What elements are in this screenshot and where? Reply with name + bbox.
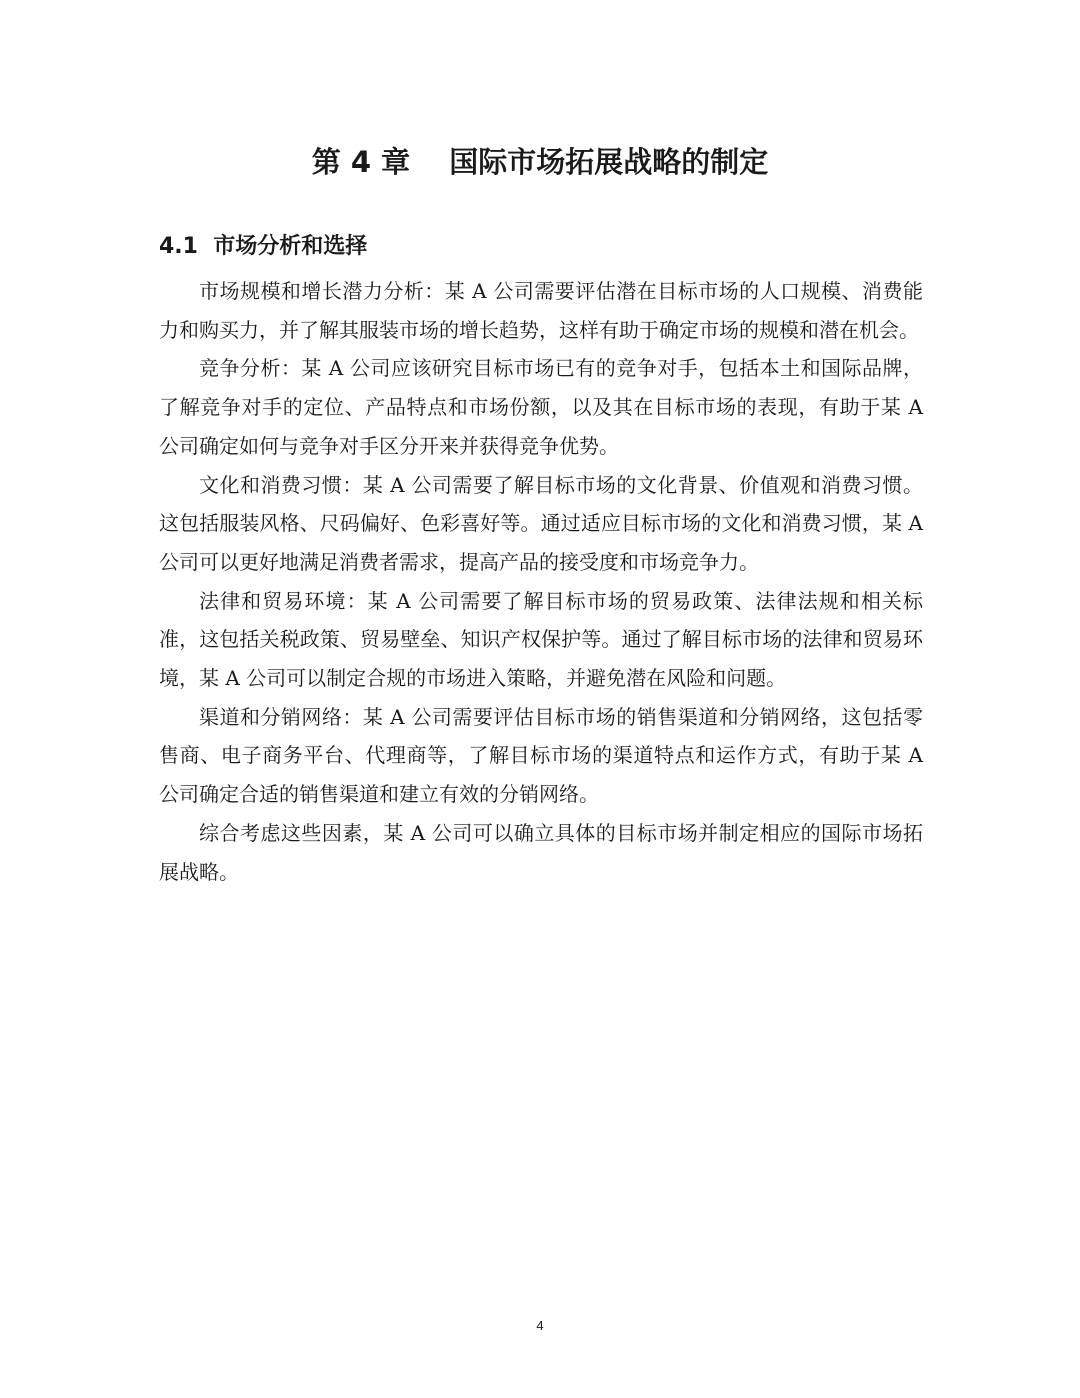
section-title: 4.1 市场分析和选择	[159, 234, 368, 259]
paragraph-market-size: 市场规模和增长潜力分析：某 A 公司需要评估潜在目标市场的人口规模、消费能力和购买力，并了解其服装市场的增长趋势，这样有助于确定市场的规模和潜在机会。	[159, 279, 923, 342]
page-number: 4	[536, 1318, 544, 1333]
paragraph-channels: 渠道和分销网络：某 A 公司需要评估目标市场的销售渠道和分销网络，这包括零售商、电子商务平台、代理商等，了解目标市场的渠道特点和运作方式，有助于某 A 公司确定合适的销售渠道和建立有效的分销网络。	[159, 704, 923, 807]
paragraph-competition: 竞争分析：某 A 公司应该研究目标市场已有的竞争对手，包括本土和国际品牌，了解竞争对手的定位、产品特点和市场份额，以及其在目标市场的表现，有助于某 A 公司确定如何与竞争对手区分开来并获得竞争优势。	[159, 356, 923, 458]
paragraph-legal: 法律和贸易环境：某 A 公司需要了解目标市场的贸易政策、法律法规和相关标准，这包括关税政策、贸易壁垒、知识产权保护等。通过了解目标市场的法律和贸易环境，某 A 公司可以制定合规的市场进入策略，并避免潜在风险和问题。	[159, 588, 923, 691]
paragraph-culture: 文化和消费习惯：某 A 公司需要了解目标市场的文化背景、价值观和消费习惯。这包括服装风格、尺码偏好、色彩喜好等。通过适应目标市场的文化和消费习惯，某 A 公司可以更好地满足消费者需求，提高产品的接受度和市场竞争力。	[159, 472, 923, 574]
chapter-title: 第 4 章 国际市场拓展战略的制定	[311, 145, 769, 179]
body-text	[159, 272, 923, 891]
paragraph-summary: 综合考虑这些因素，某 A 公司可以确立具体的目标市场并制定相应的国际市场拓展战略。	[159, 820, 923, 884]
